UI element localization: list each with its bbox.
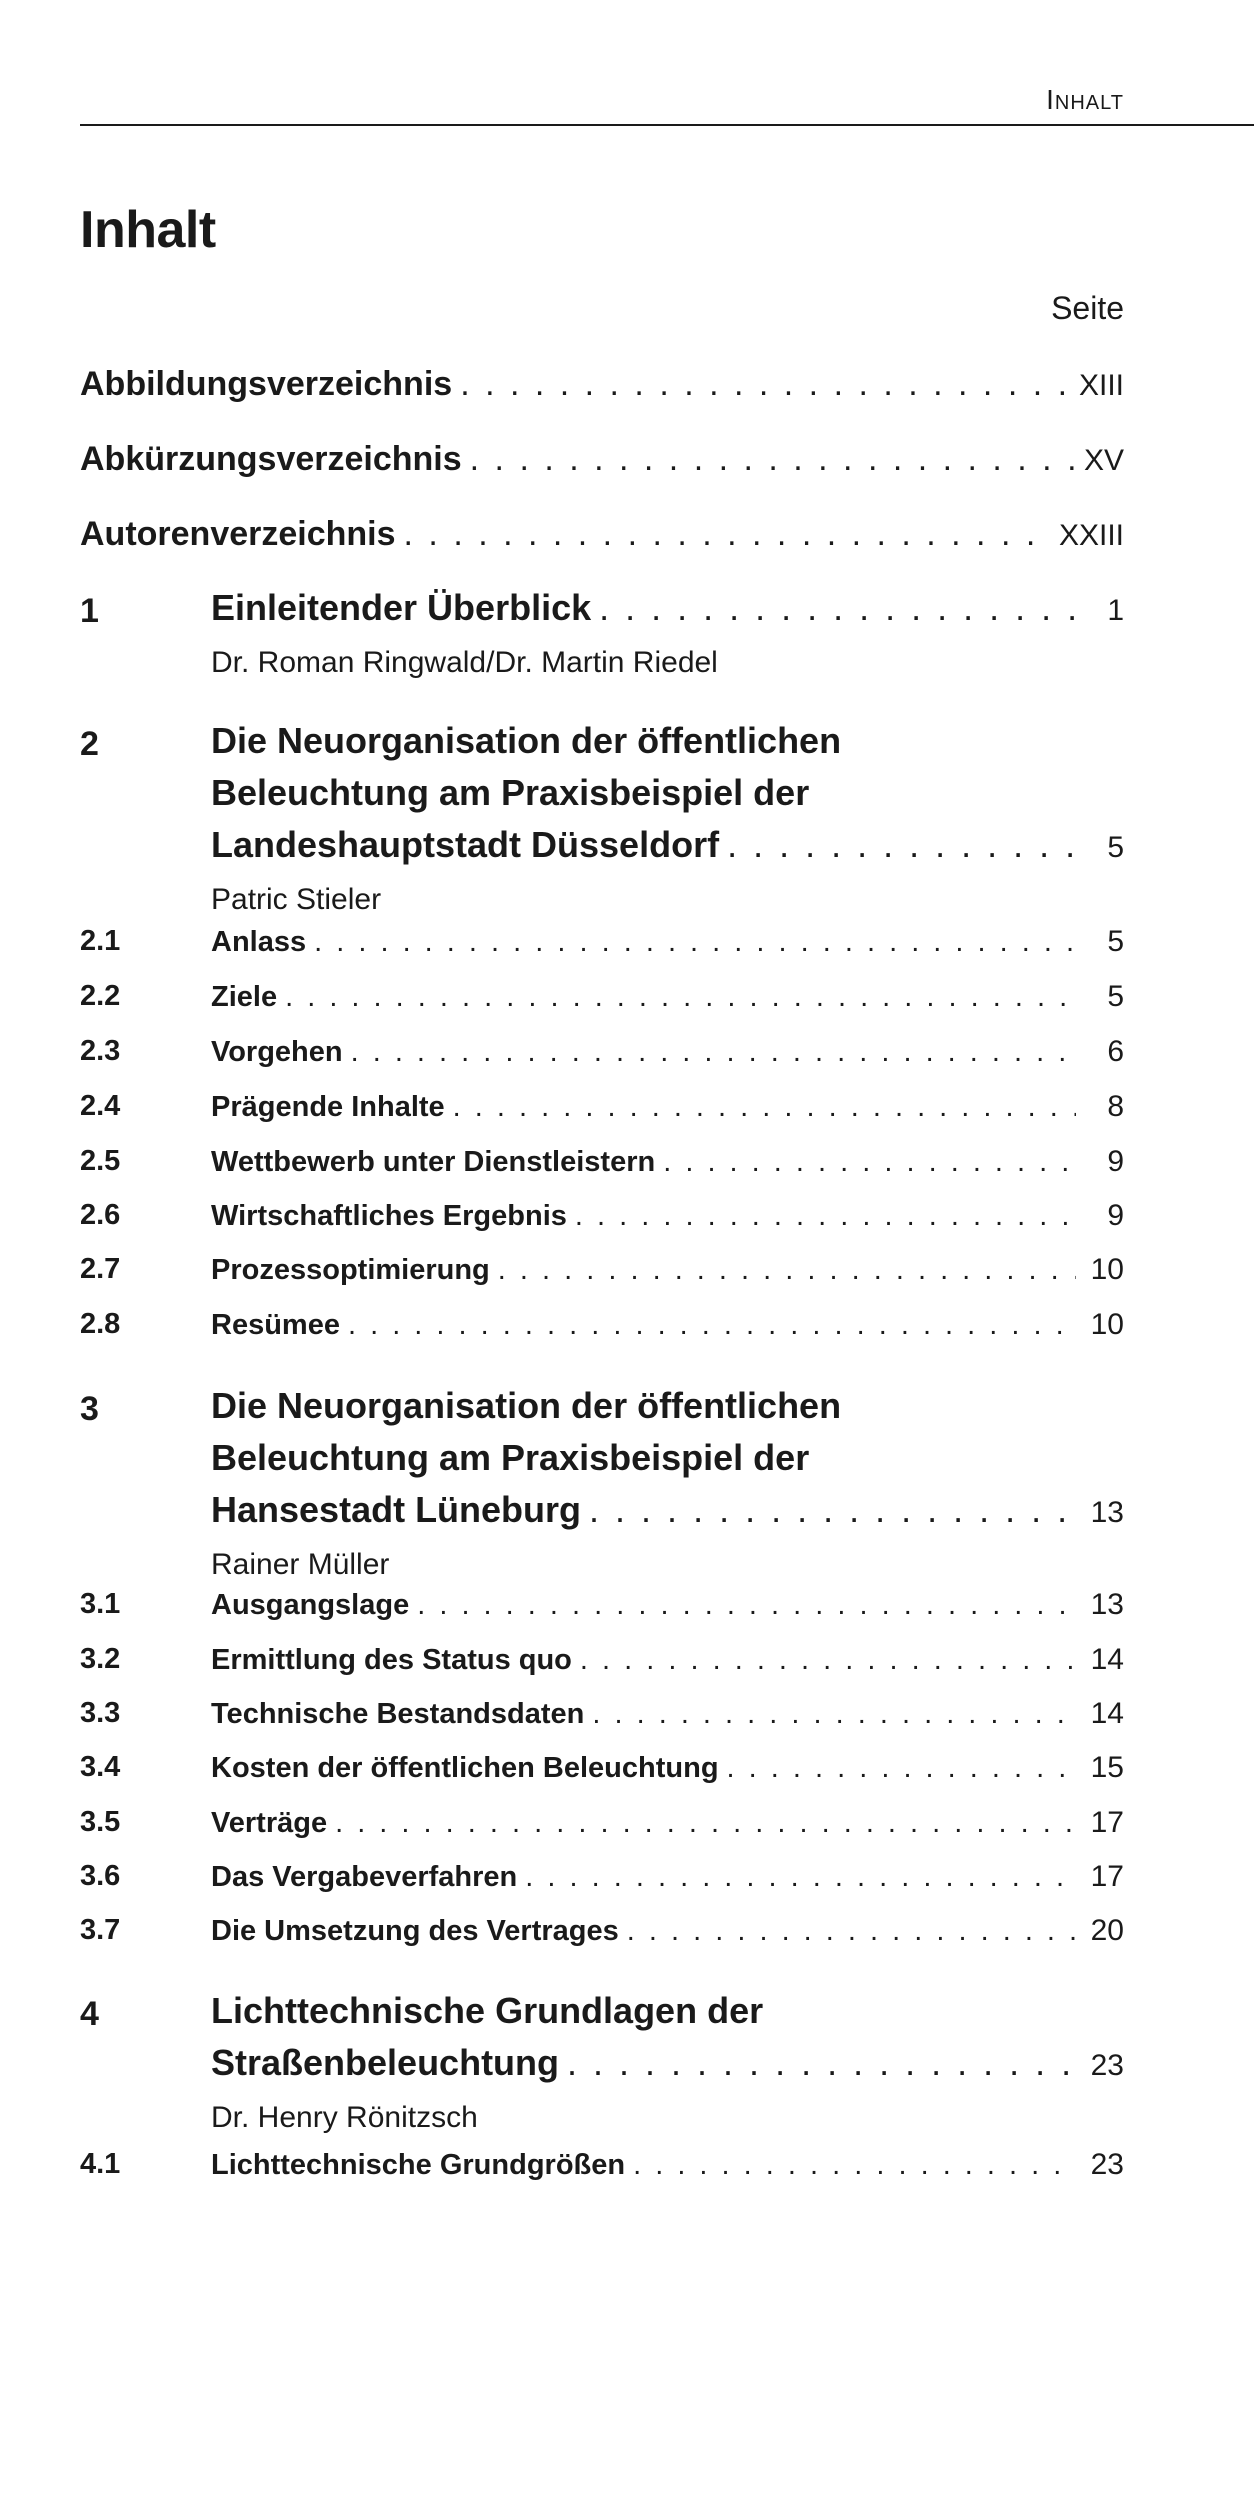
section-number: 2.4: [80, 1090, 121, 1122]
toc-section[interactable]: [80, 1806, 1124, 1840]
section-title: Resümee: [211, 1309, 340, 1341]
page-column-label: Seite: [1051, 290, 1124, 326]
leader-dots: [580, 1644, 1076, 1677]
section-number: 3.1: [80, 1588, 121, 1620]
section-page: 5: [1107, 980, 1124, 1013]
leader-dots: [589, 1484, 1076, 1536]
leader-dots: [335, 1807, 1076, 1840]
leader-dots: [727, 819, 1076, 871]
page-title: Inhalt: [80, 201, 216, 259]
leader-dots: [575, 1200, 1076, 1233]
toc-entry-page: XXIII: [1058, 519, 1124, 552]
section-number: 2.3: [80, 1035, 121, 1067]
section-title: Ausgangslage: [211, 1589, 410, 1621]
chapter-title-line: Die Neuorganisation der öffentlichen: [211, 720, 842, 761]
chapter-number: 4: [80, 1995, 99, 2033]
toc-section[interactable]: [80, 1090, 1124, 1124]
toc-section[interactable]: [80, 1308, 1124, 1342]
chapter-title-line: Beleuchtung am Praxisbeispiel der: [211, 1437, 810, 1478]
section-page: 9: [1107, 1145, 1124, 1178]
toc-chapter[interactable]: [80, 715, 1124, 924]
section-number: 3.3: [80, 1697, 121, 1729]
chapter-author: Patric Stieler: [211, 883, 382, 916]
toc-chapter[interactable]: [80, 1380, 1124, 1589]
leader-dots: [460, 365, 1071, 404]
leader-dots: [470, 440, 1076, 479]
toc-section[interactable]: [80, 980, 1124, 1014]
chapter-page: 13: [1090, 1496, 1124, 1529]
toc-entry-page: XIII: [1078, 369, 1124, 402]
chapter-title-line: Lichttechnische Grundlagen der: [211, 1990, 764, 2031]
chapter-title: Hansestadt Lüneburg: [211, 1489, 582, 1530]
chapter-number: 3: [80, 1390, 99, 1428]
toc-section[interactable]: [80, 1035, 1124, 1069]
toc-section[interactable]: [80, 1860, 1124, 1894]
leader-dots: [348, 1309, 1076, 1342]
chapter-page: 1: [1107, 594, 1124, 627]
section-title: Wirtschaftliches Ergebnis: [211, 1200, 567, 1232]
chapter-page: 23: [1090, 2049, 1124, 2082]
toc-section[interactable]: [80, 1751, 1124, 1785]
section-number: 3.2: [80, 1643, 121, 1675]
chapter-title-line: Beleuchtung am Praxisbeispiel der: [211, 772, 810, 813]
toc-section[interactable]: [80, 1253, 1124, 1287]
leader-dots: [599, 582, 1076, 634]
toc-entry-title: Abbildungsverzeichnis: [80, 365, 453, 403]
section-page: 5: [1107, 925, 1124, 958]
toc-entry-title: Abkürzungsverzeichnis: [80, 440, 462, 478]
section-number: 2.6: [80, 1199, 121, 1231]
chapter-page: 5: [1107, 831, 1124, 864]
toc-entry-page: XV: [1083, 444, 1124, 477]
leader-dots: [314, 926, 1076, 959]
running-header: Inhalt: [1046, 84, 1124, 115]
leader-dots: [633, 2149, 1076, 2182]
section-title: Verträge: [211, 1807, 328, 1839]
section-title: Prägende Inhalte: [211, 1091, 445, 1123]
leader-dots: [567, 2037, 1076, 2089]
section-page: 9: [1107, 1199, 1124, 1232]
section-number: 2.7: [80, 1253, 121, 1285]
leader-dots: [727, 1752, 1076, 1785]
chapter-title: Einleitender Überblick: [211, 587, 592, 628]
section-title: Ermittlung des Status quo: [211, 1644, 572, 1676]
chapter-title: Landeshauptstadt Düsseldorf: [211, 824, 720, 865]
section-page: 17: [1090, 1806, 1124, 1839]
leader-dots: [627, 1915, 1076, 1948]
section-number: 3.4: [80, 1751, 121, 1783]
section-title: Das Vergabeverfahren: [211, 1861, 518, 1893]
section-number: 2.8: [80, 1308, 121, 1340]
section-title: Prozessoptimierung: [211, 1254, 490, 1286]
toc-chapter[interactable]: [80, 582, 1124, 687]
section-title: Anlass: [211, 926, 307, 958]
toc-entry-front-matter[interactable]: [80, 365, 1124, 404]
chapter-author: Dr. Henry Rönitzsch: [211, 2101, 478, 2134]
leader-dots: [592, 1698, 1076, 1731]
section-page: 15: [1090, 1751, 1124, 1784]
section-number: 2.1: [80, 925, 121, 957]
chapter-number: 2: [80, 725, 99, 763]
toc-section[interactable]: [80, 1914, 1124, 1948]
chapter-title: Straßenbeleuchtung: [211, 2042, 560, 2083]
section-title: Die Umsetzung des Vertrages: [211, 1915, 619, 1947]
leader-dots: [453, 1091, 1076, 1124]
toc-section[interactable]: [80, 1199, 1124, 1233]
toc-section[interactable]: [80, 2148, 1124, 2182]
section-title: Vorgehen: [211, 1036, 343, 1068]
chapter-author: Dr. Roman Ringwald/Dr. Martin Riedel: [211, 646, 718, 679]
toc-section[interactable]: [80, 1697, 1124, 1731]
section-title: Wettbewerb unter Dienstleistern: [211, 1146, 656, 1178]
toc-chapter[interactable]: [80, 1985, 1124, 2142]
toc-section[interactable]: [80, 1145, 1124, 1179]
section-number: 3.6: [80, 1860, 121, 1892]
section-page: 6: [1107, 1035, 1124, 1068]
section-number: 3.5: [80, 1806, 121, 1838]
chapter-number: 1: [80, 592, 99, 630]
toc-section[interactable]: [80, 925, 1124, 959]
toc-entry-front-matter[interactable]: [80, 515, 1124, 554]
section-page: 17: [1090, 1860, 1124, 1893]
section-page: 14: [1090, 1643, 1124, 1676]
toc-section[interactable]: [80, 1643, 1124, 1677]
section-page: 10: [1090, 1308, 1124, 1341]
section-title: Technische Bestandsdaten: [211, 1698, 585, 1730]
chapter-author: Rainer Müller: [211, 1548, 390, 1581]
leader-dots: [525, 1861, 1076, 1894]
toc-section[interactable]: [80, 1588, 1124, 1622]
section-page: 20: [1090, 1914, 1124, 1947]
leader-dots: [285, 981, 1076, 1014]
section-number: 2.2: [80, 980, 121, 1012]
toc-entry-front-matter[interactable]: [80, 440, 1124, 479]
section-number: 4.1: [80, 2148, 121, 2180]
section-page: 10: [1090, 1253, 1124, 1286]
section-page: 14: [1090, 1697, 1124, 1730]
leader-dots: [498, 1254, 1076, 1287]
section-page: 13: [1090, 1588, 1124, 1621]
leader-dots: [351, 1036, 1076, 1069]
leader-dots: [663, 1146, 1076, 1179]
section-title: Kosten der öffentlichen Beleuchtung: [211, 1752, 719, 1784]
section-title: Lichttechnische Grundgrößen: [211, 2149, 626, 2181]
section-number: 3.7: [80, 1914, 121, 1946]
leader-dots: [404, 515, 1051, 554]
section-number: 2.5: [80, 1145, 121, 1177]
section-title: Ziele: [211, 981, 278, 1013]
toc-entry-title: Autorenverzeichnis: [80, 515, 396, 553]
leader-dots: [417, 1589, 1076, 1622]
header-rule: [80, 124, 1254, 126]
section-page: 23: [1090, 2148, 1124, 2181]
chapter-title-line: Die Neuorganisation der öffentlichen: [211, 1385, 842, 1426]
section-page: 8: [1107, 1090, 1124, 1123]
